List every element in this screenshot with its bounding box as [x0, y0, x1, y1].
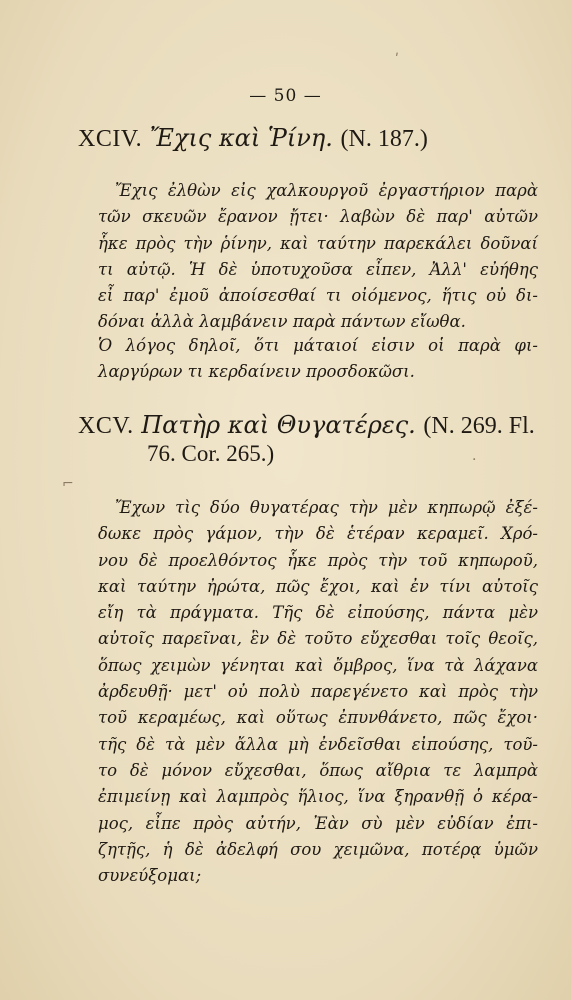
text-line: ἀρδευθῇ· μετ' οὐ πολὺ παρεγένετο καὶ πρὸς τὴν	[98, 682, 538, 702]
section-reference: (N. 187.)	[340, 126, 428, 152]
text-line: ὅπως χειμὼν γένηται καὶ ὄμβρος, ἵνα τὰ λάχανα	[98, 655, 538, 675]
section-reference-continued: 76. Cor. 265.)	[147, 441, 275, 466]
section-heading-95	[78, 412, 535, 439]
text-line: τι αὐτῷ. Ἡ δὲ ὑποτυχοῦσα εἶπεν, Ἀλλ' εὐήθης	[98, 259, 538, 279]
text-line: εἴη τὰ πράγματα. Τῆς δὲ εἰπούσης, πάντα μὲν	[98, 603, 538, 623]
text-line: τῆς δὲ τὰ μὲν ἄλλα μὴ ἐνδεῖσθαι εἰπούσης, τοῦ-	[98, 734, 538, 754]
section-reference: (N. 269. Fl.	[423, 413, 535, 439]
section-title: Πατὴρ καὶ Θυγατέρες.	[141, 411, 416, 439]
text-line: ζητῇς, ἡ δὲ ἀδελφή σου χειμῶνα, ποτέρᾳ ὑμῶν	[98, 839, 538, 859]
text-line: εἶ παρ' ἐμοῦ ἀποίσεσθαί τι οἰόμενος, ἥτις οὐ δι-	[98, 286, 538, 306]
text-line: αὐτοῖς παρεῖναι, ἓν δὲ τοῦτο εὔχεσθαι τοῖς θεοῖς,	[98, 629, 538, 649]
paper-blemish: ʹ	[395, 52, 399, 68]
text-line: καὶ ταύτην ἠρώτα, πῶς ἔχοι, καὶ ἐν τίνι αὐτοῖς	[98, 576, 538, 596]
text-line: Ὁ λόγος δηλοῖ, ὅτι μάταιοί εἰσιν οἱ παρὰ φι-	[98, 336, 538, 355]
paper-blemish: ⌐	[62, 476, 74, 492]
text-line: μος, εἶπε πρὸς αὐτήν, Ἐὰν σὺ μὲν εὐδίαν ἐπι-	[98, 813, 538, 833]
section-title: Ἔχις καὶ Ῥίνη.	[149, 124, 333, 152]
fable-94-paragraph-1	[98, 178, 538, 336]
paper-blemish: ·	[472, 452, 477, 468]
text-line: ἧκε πρὸς τὴν ῥίνην, καὶ ταύτην παρεκάλει δοῦναί	[98, 233, 538, 253]
fable-94-moral	[98, 333, 538, 386]
text-line: ἐπιμείνῃ καὶ λαμπρὸς ἥλιος, ἵνα ξηρανθῇ ὁ κέρα-	[98, 787, 538, 807]
text-line: το δὲ μόνον εὔχεσθαι, ὅπως αἴθρια τε λαμπρὰ	[98, 760, 538, 780]
page-number: — 50 —	[249, 86, 322, 106]
section-number: XCV.	[78, 413, 134, 439]
text-line: νου δὲ προελθόντος ἧκε πρὸς τὴν τοῦ κηπωροῦ,	[98, 550, 538, 570]
text-line: δόναι ἀλλὰ λαμβάνειν παρὰ πάντων εἴωθα.	[98, 312, 466, 332]
text-line: Ἔχις ἐλθὼν εἰς χαλκουργοῦ ἐργαστήριον παρὰ	[115, 181, 538, 200]
fable-95-paragraph	[98, 495, 538, 889]
section-heading-94	[78, 125, 428, 152]
section-number: XCIV.	[78, 126, 143, 152]
text-line: Ἔχων τὶς δύο θυγατέρας τὴν μὲν κηπωρῷ ἐξέ-	[115, 498, 538, 517]
text-line: λαργύρων τι κερδαίνειν προσδοκῶσι.	[98, 362, 415, 382]
text-line: συνεύξομαι;	[98, 866, 202, 886]
text-line: δωκε πρὸς γάμον, τὴν δὲ ἑτέραν κεραμεῖ. Χρό-	[98, 524, 538, 544]
text-line: τῶν σκευῶν ἔρανον ᾔτει· λαβὼν δὲ παρ' αὐτῶν	[98, 207, 538, 227]
text-line: τοῦ κεραμέως, καὶ οὕτως ἐπυνθάνετο, πῶς ἔχοι·	[98, 708, 538, 728]
